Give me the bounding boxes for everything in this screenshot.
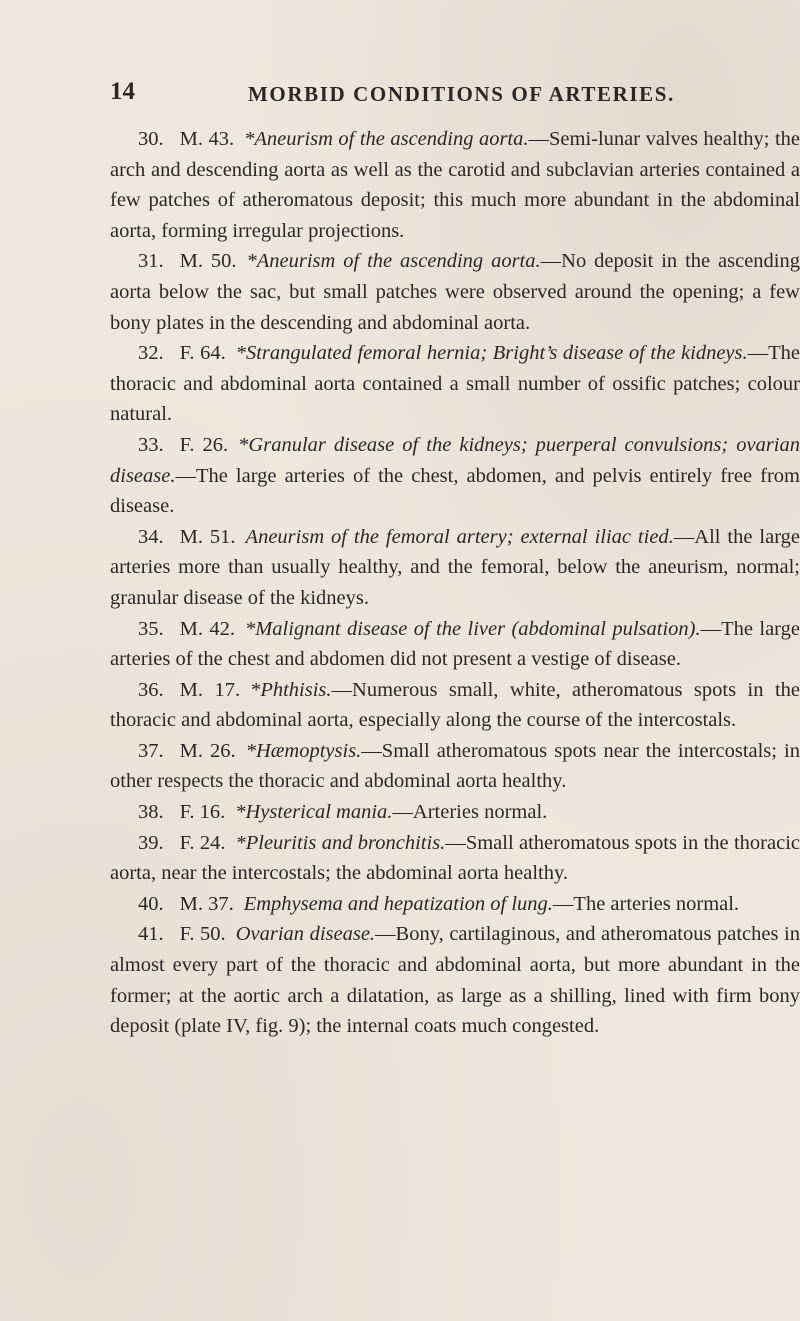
page-number: 14 [110, 78, 135, 105]
case-description: —Numerous small, white, atheromatous spots in the thoracic and abdominal aorta, especially along the course of the intercostals. [110, 678, 800, 732]
case-diagnosis: *Aneurism of the ascending aorta. [246, 250, 541, 273]
case-description: —Bony, cartilaginous, and atheromatous patches in almost every part of the thoracic and abdominal aorta, but more abundant in the former; at the aortic arch a dilatation, as large as a shilling, lined with firm bony deposit (plate IV, fig. 9); the internal coats much congested. [110, 923, 800, 1038]
case-number: 34. [138, 525, 164, 548]
case-number: 30. [138, 128, 164, 150]
case-entry-38 [110, 797, 800, 828]
case-diagnosis: *Strangulated femoral hernia; Bright’s disease of the kidneys. [235, 342, 748, 365]
patient-sex-age: M. 50. [179, 250, 237, 273]
case-description: —The large arteries of the chest, abdomen, and pelvis entirely free from disease. [110, 464, 800, 518]
case-number: 31. [138, 250, 164, 273]
case-entry-39 [110, 828, 800, 889]
patient-sex-age: M. 51. [179, 525, 236, 548]
case-diagnosis: Emphysema and hepatization of lung. [243, 892, 553, 915]
case-description: —Small atheromatous spots near the intercostals; in other respects the thoracic and abdominal aorta healthy. [110, 739, 800, 793]
case-entry-40 [110, 889, 800, 920]
case-description: —The large arteries of the chest and abdomen did not present a vestige of disease. [110, 617, 800, 671]
case-description: —Semi-lunar valves healthy; the arch and descending aorta as well as the carotid and subclavian arteries contained a few patches of atheromatous deposit; this much more abundant in the abdominal aorta, forming irregular projections. [110, 128, 800, 242]
case-entry-41 [110, 919, 800, 1041]
patient-sex-age: F. 16. [179, 801, 226, 824]
patient-sex-age: F. 24. [179, 831, 226, 854]
case-description: —No deposit in the ascending aorta below the sac, but small patches were observed around the opening; a few bony plates in the descending and abdominal aorta. [110, 250, 800, 334]
case-description: —The thoracic and abdominal aorta contained a small number of ossific patches; colour natural. [110, 342, 800, 426]
case-diagnosis: *Granular disease of the kidneys; puerperal convulsions; ovarian disease. [110, 433, 800, 487]
case-number: 39. [138, 831, 164, 854]
patient-sex-age: F. 50. [179, 923, 226, 946]
case-number: 37. [138, 739, 164, 762]
case-diagnosis: *Hysterical mania. [235, 801, 393, 824]
case-entry-31 [110, 246, 800, 338]
case-number: 40. [138, 892, 164, 915]
patient-sex-age: M. 37. [179, 892, 234, 915]
case-description: —Small atheromatous spots in the thoracic aorta, near the intercostals; the abdominal aorta healthy. [110, 831, 800, 885]
case-description: —The arteries normal. [552, 892, 740, 915]
case-number: 38. [138, 801, 164, 824]
case-number: 36. [138, 678, 164, 701]
case-entry-30 [110, 124, 800, 246]
patient-sex-age: M. 42. [179, 617, 235, 640]
case-entry-37 [110, 736, 800, 797]
patient-sex-age: M. 43. [179, 128, 235, 150]
case-entry-34 [110, 522, 800, 614]
case-description: —All the large arteries more than usually healthy, and the femoral, below the aneurism, normal; granular disease of the kidneys. [110, 525, 800, 609]
case-diagnosis: Aneurism of the femoral artery; external iliac tied. [245, 525, 674, 548]
case-number: 35. [138, 617, 164, 640]
case-entry-32 [110, 338, 800, 430]
running-head [110, 78, 754, 108]
case-entry-36 [110, 675, 800, 736]
case-number: 33. [138, 433, 164, 456]
case-number: 41. [138, 923, 164, 946]
case-entry-33 [110, 430, 800, 522]
patient-sex-age: M. 17. [179, 678, 241, 701]
patient-sex-age: M. 26. [179, 739, 236, 762]
case-entry-35 [110, 614, 800, 675]
case-diagnosis: Ovarian disease. [235, 923, 376, 946]
patient-sex-age: F. 26. [179, 433, 229, 456]
case-diagnosis: *Pleuritis and bronchitis. [235, 831, 446, 854]
body-text [110, 124, 800, 1042]
case-description: —Arteries normal. [392, 801, 548, 824]
case-diagnosis: *Malignant disease of the liver (abdominal pulsation). [244, 617, 701, 640]
running-title: MORBID CONDITIONS OF ARTERIES. [248, 82, 675, 106]
patient-sex-age: F. 64. [179, 342, 226, 365]
case-number: 32. [138, 342, 164, 365]
case-diagnosis: *Phthisis. [250, 678, 332, 701]
case-diagnosis: *Aneurism of the ascending aorta. [244, 128, 529, 150]
case-diagnosis: *Hæmoptysis. [245, 739, 362, 762]
